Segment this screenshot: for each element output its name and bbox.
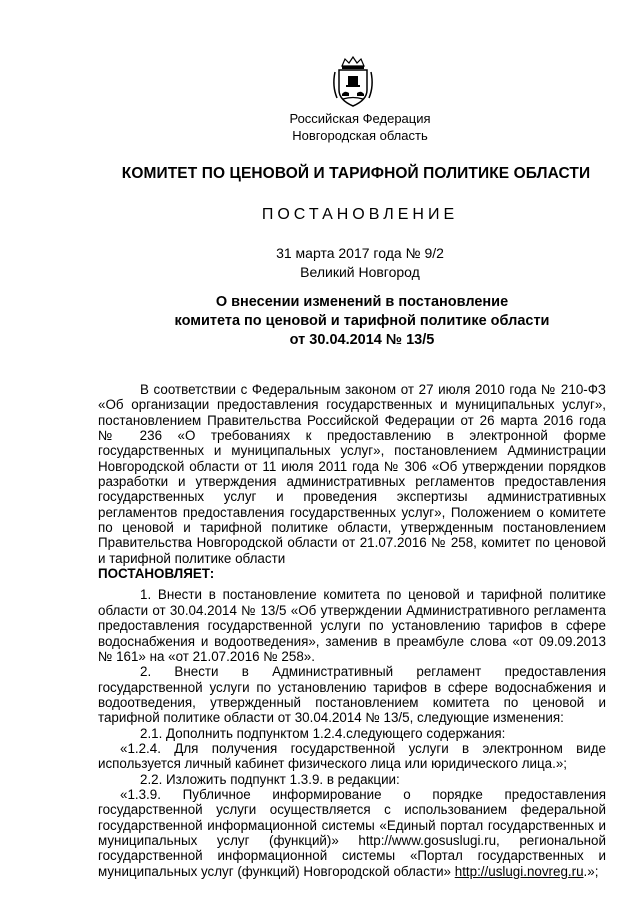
title-line: О внесении изменений в постановление bbox=[215, 294, 509, 310]
document-type: ПОСТАНОВЛЕНИЕ bbox=[261, 206, 459, 223]
committee-name: КОМИТЕТ ПО ЦЕНОВОЙ И ТАРИФНОЙ ПОЛИТИКЕ ОБЛАСТИ bbox=[121, 165, 591, 182]
item-paragraph: 2. Внести в Административный регламент предоставления государственной услуги по установлению тарифов в сфере водоснабжения и водоотведения, утвержденный постановлением комитета по ценовой и тарифной политике области от 30.04.2014 № 13/5, следующие изменения: bbox=[98, 664, 606, 726]
item-text: «1.3.9. Публичное информирование о порядке предоставления государственной услуги осуществляется с использованием федеральной государственной информационной системы «Единый портал государственных и муниципальных услуг (функций)» http://www.gosuslugi.ru, региональной государственной информационной системы «Портал государственных и муниципальных услуг (функций) Новгородской области» bbox=[98, 786, 606, 879]
coat-of-arms-icon bbox=[331, 56, 375, 108]
title-line: от 30.04.2014 № 13/5 bbox=[289, 332, 435, 348]
novreg-link[interactable]: http://uslugi.novreg.ru bbox=[454, 863, 584, 879]
region-name: Новгородская область bbox=[292, 128, 428, 143]
item-ending: .»; bbox=[583, 863, 599, 879]
item-paragraph: «1.2.4. Для получения государственной услуги в электронном виде используется личный кабинет физического лица или юридического лица.»; bbox=[98, 740, 606, 772]
item-paragraph-last bbox=[98, 787, 606, 879]
item-paragraph: 2.1. Дополнить подпунктом 1.2.4.следующего содержания: bbox=[140, 725, 506, 741]
item-paragraph: 1. Внести в постановление комитета по ценовой и тарифной политике области от 30.04.2014 № 13/5 «Об утверждении Административного регламента предоставления государственной услуги по установлению тарифов в сфере водоснабжения и водоотведения», заменив в преамбуле слова «от 09.09.2013 № 161» на «от 21.07.2016 № 258». bbox=[98, 587, 606, 664]
city: Великий Новгород bbox=[300, 264, 420, 280]
title-line: комитета по ценовой и тарифной политике области bbox=[174, 313, 550, 329]
document-title bbox=[42, 293, 640, 350]
item-paragraph: 2.2. Изложить подпункт 1.3.9. в редакции: bbox=[140, 771, 400, 787]
preamble-paragraph: В соответствии с Федеральным законом от 27 июля 2010 года № 210-ФЗ «Об организации предоставления государственных и муниципальных услуг», постановлением Правительства Российской Федерации от 26 марта 2016 года № 236 «О требованиях к предоставлению в электронной форме государственных и муниципальных услуг», постановлением Администрации Новгородской области от 11 июля 2011 года № 306 «Об утверждении порядков разработки и утверждения административных регламентов предоставления государственных услуг и проведения экспертизы административных регламентов предоставления государственных услуг», Положением о комитете по ценовой и тарифной политике области, утвержденным постановлением Правительства Новгородской области от 21.07.2016 № 258, комитет по ценовой и тарифной политике области bbox=[98, 382, 606, 566]
date-number: 31 марта 2017 года № 9/2 bbox=[276, 245, 444, 261]
country-name: Российская Федерация bbox=[289, 111, 431, 126]
resolves-heading: ПОСТАНОВЛЯЕТ: bbox=[98, 566, 215, 582]
document-body bbox=[98, 382, 606, 879]
